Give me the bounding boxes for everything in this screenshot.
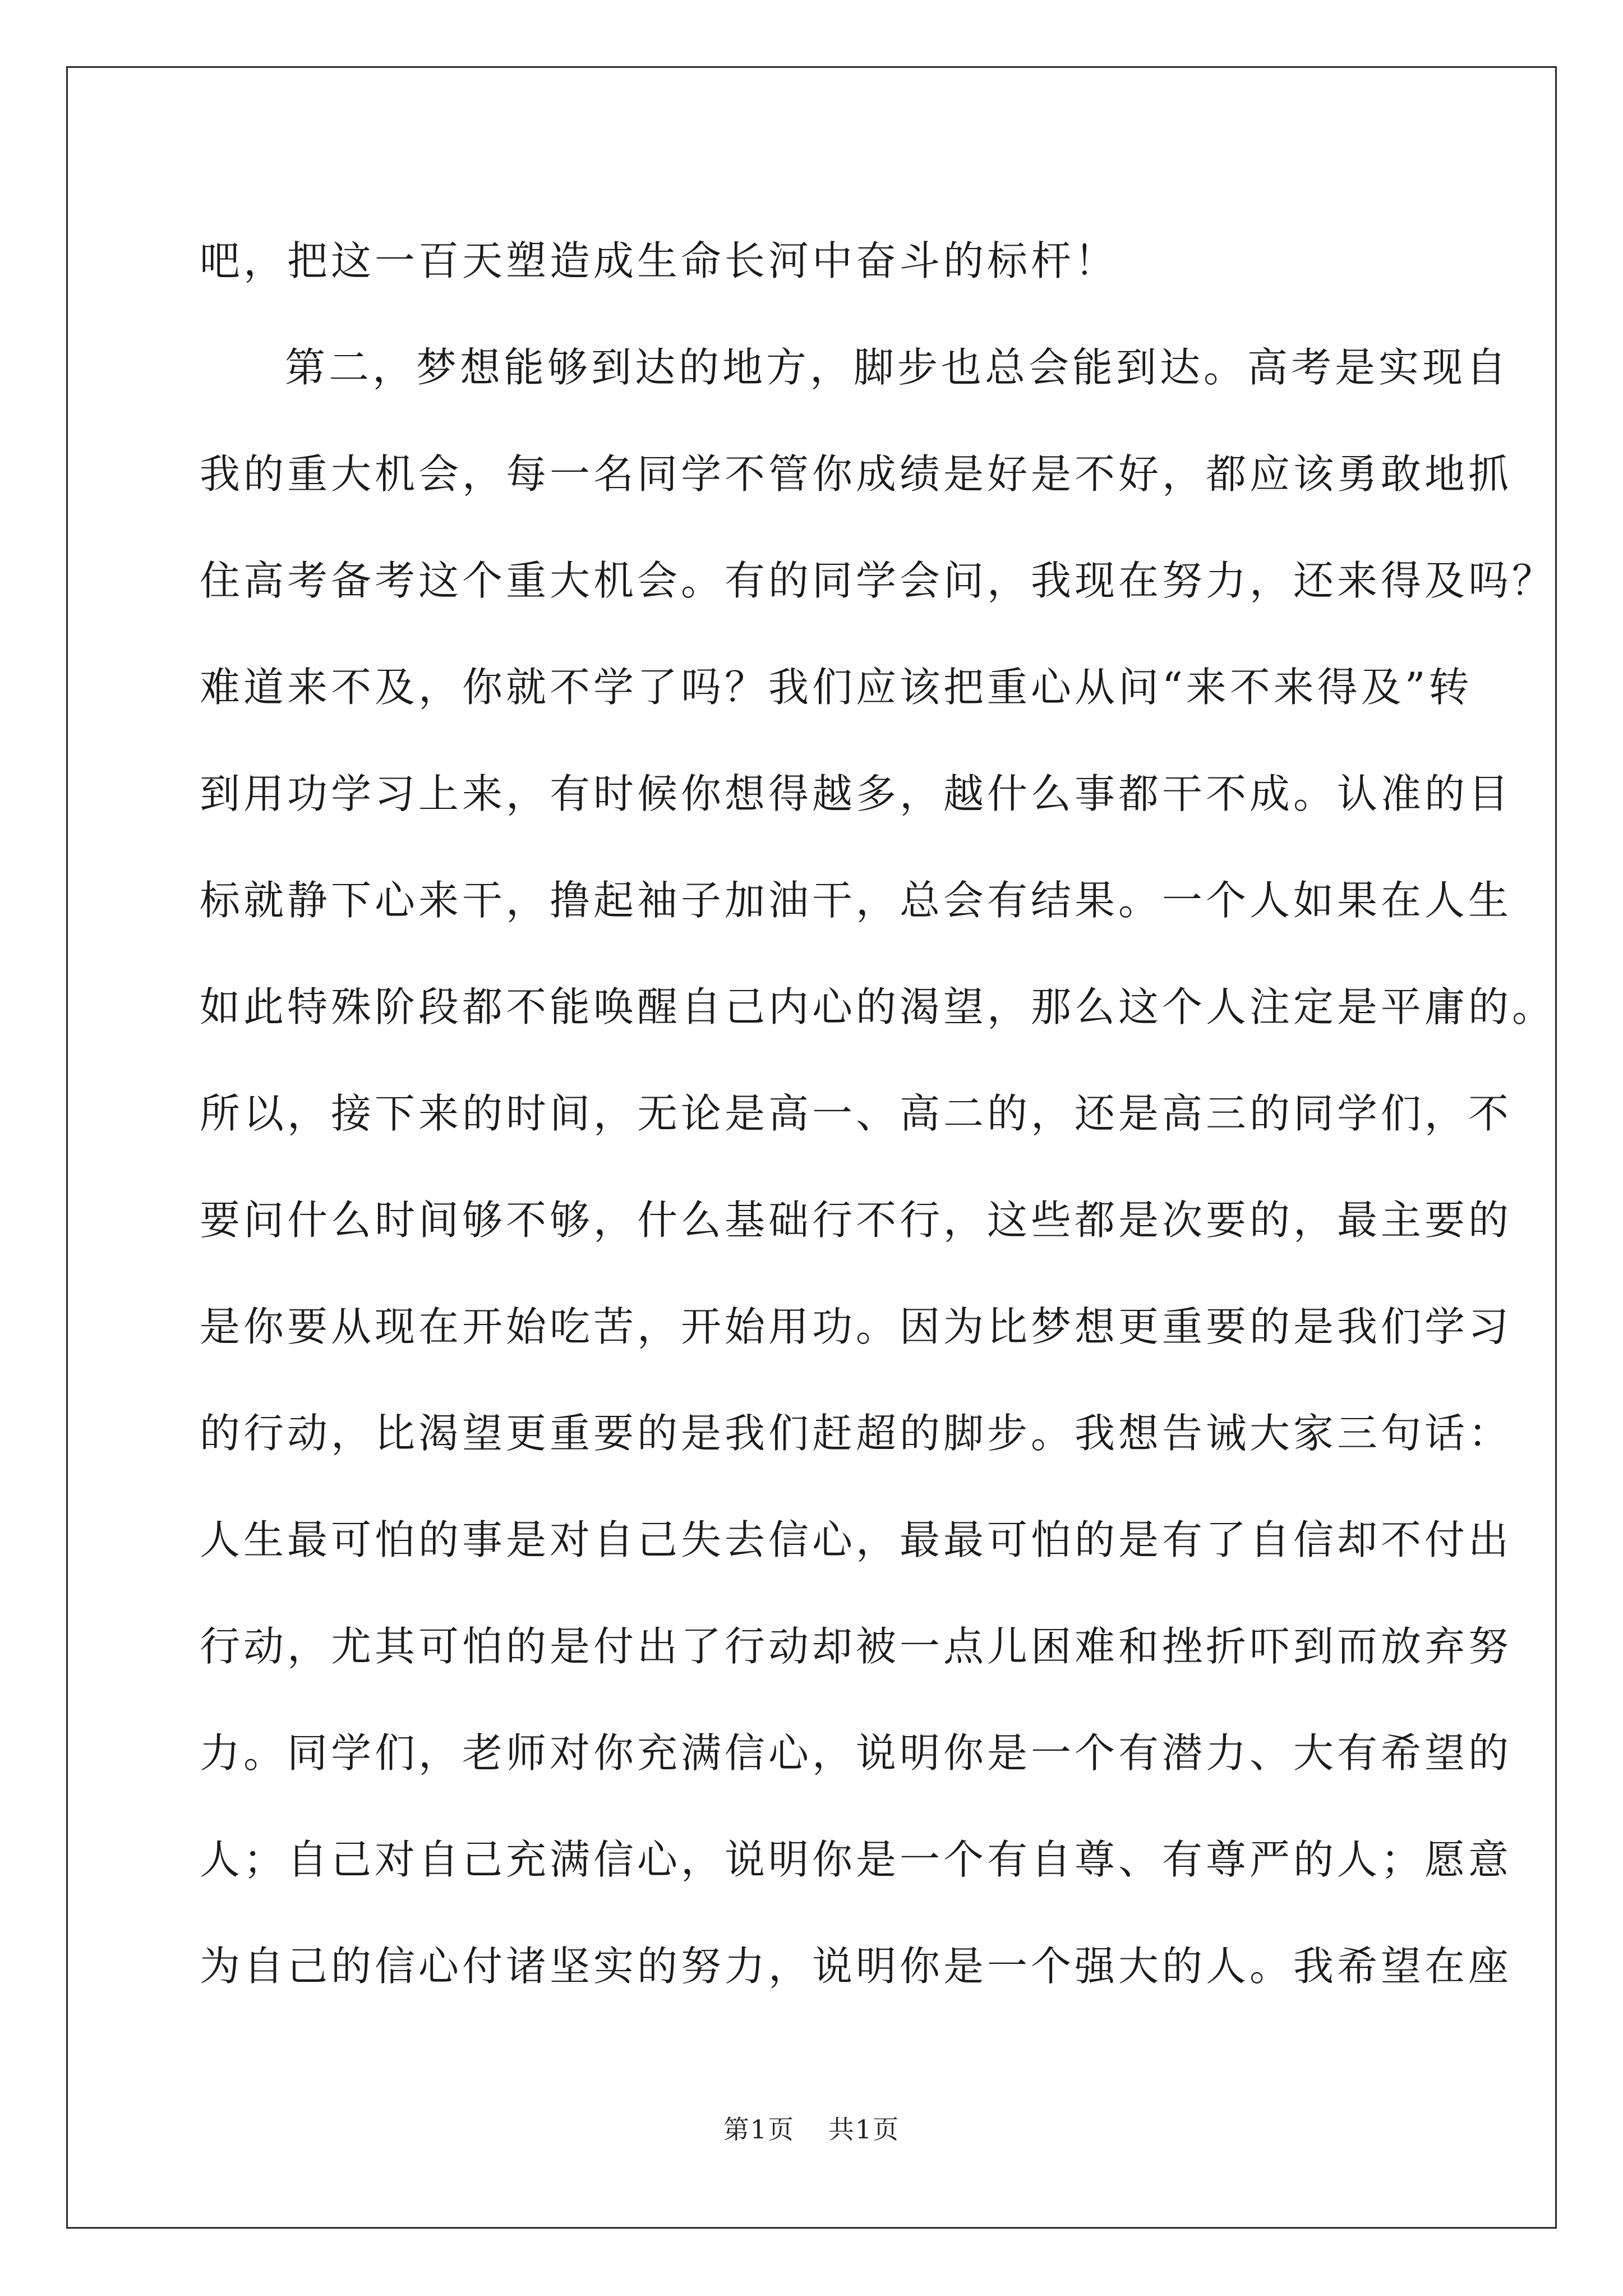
text-line: 如此特殊阶段都不能唤醒自己内心的渴望，那么这个人注定是平庸的。 [200, 983, 1556, 1030]
page-number-current: 第1页 [723, 2114, 795, 2145]
text-line: 人生最可怕的事是对自己失去信心，最最可怕的是有了自信却不付出 [200, 1516, 1513, 1563]
text-line: 为自己的信心付诸坚实的努力，说明你是一个强大的人。我希望在座 [200, 1943, 1513, 1990]
page-number-total: 共1页 [828, 2114, 900, 2145]
text-line: 到用功学习上来，有时候你想得越多，越什么事都干不成。认准的目 [200, 770, 1513, 817]
text-line: 住高考备考这个重大机会。有的同学会问，我现在努力，还来得及吗？ [200, 557, 1556, 604]
text-line: 要问什么时间够不够，什么基础行不行，这些都是次要的，最主要的 [200, 1197, 1513, 1244]
text-line: 所以，接下来的时间，无论是高一、高二的，还是高三的同学们，不 [200, 1090, 1513, 1137]
text-line: 是你要从现在开始吃苦，开始用功。因为比梦想更重要的是我们学习 [200, 1303, 1513, 1350]
text-line: 行动，尤其可怕的是付出了行动却被一点儿困难和挫折吓到而放弃努 [200, 1623, 1513, 1670]
text-line: 的行动，比渴望更重要的是我们赶超的脚步。我想告诫大家三句话： [200, 1410, 1513, 1457]
text-line: 吧，把这一百天塑造成生命长河中奋斗的标杆！ [200, 237, 1119, 284]
text-line: 难道来不及，你就不学了吗？我们应该把重心从问“来不来得及”转 [200, 664, 1473, 711]
document-body [200, 208, 1556, 2019]
page-footer [0, 2109, 1623, 2146]
text-line: 第二，梦想能够到达的地方，脚步也总会能到达。高考是实现自 [285, 344, 1510, 391]
text-line: 标就静下心来干，撸起袖子加油干，总会有结果。一个人如果在人生 [200, 877, 1513, 924]
text-line: 我的重大机会，每一名同学不管你成绩是好是不好，都应该勇敢地抓 [200, 450, 1513, 498]
text-line: 人；自己对自己充满信心，说明你是一个有自尊、有尊严的人；愿意 [200, 1836, 1513, 1883]
text-line: 力。同学们，老师对你充满信心，说明你是一个有潜力、大有希望的 [200, 1729, 1513, 1777]
